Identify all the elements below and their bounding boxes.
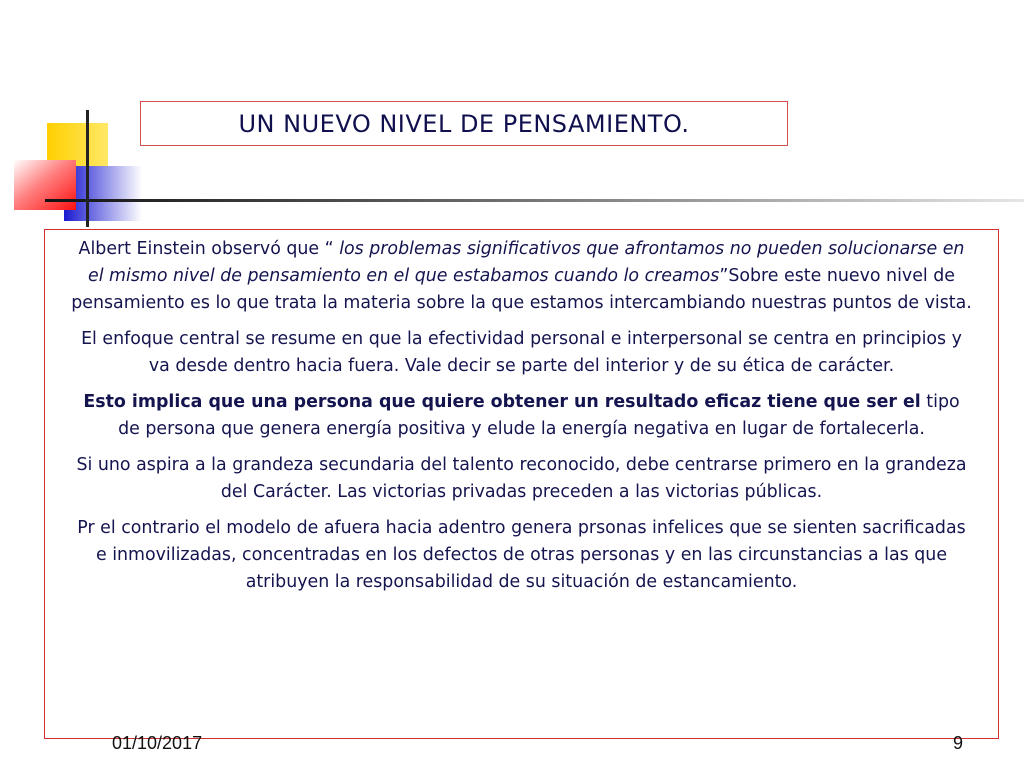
title-box — [140, 101, 788, 146]
paragraph-afuera: Pr el contrario el modelo de afuera hacia adentro genera prsonas infelices que se sienten sacrificadas e inmovilizadas, concentradas en los defectos de otras personas y en las circunstancias a las que atribuyen la responsabilidad de su situación de estancamiento. — [77, 518, 966, 592]
footer-date: 01/10/2017 — [112, 733, 203, 753]
vertical-rule — [86, 110, 89, 227]
content-box — [44, 229, 999, 739]
horizontal-rule — [45, 199, 1024, 202]
red-square — [14, 160, 76, 210]
p3-rest: tipo de persona que genera energía positiva y elude la energía negativa en lugar de fortalecerla. — [118, 392, 960, 439]
page-number: 9 — [953, 733, 964, 753]
paragraph-grandeza: Si uno aspira a la grandeza secundaria del talento reconocido, debe centrarse primero en la grandeza del Carácter. Las victorias privadas preceden a las victorias públicas. — [76, 455, 967, 502]
p3-bold: Esto implica que una persona que quiere obtener un resultado eficaz tiene que ser el — [83, 392, 921, 412]
paragraph-einstein — [71, 236, 972, 317]
p1-rest: ”Sobre este nuevo nivel de pensamiento es lo que trata la materia sobre la que estamos intercambiando nuestras puntos de vista. — [71, 266, 972, 313]
p1-quote: los problemas significativos que afrontamos no pueden solucionarse en el mismo nivel de pensamiento en el que estabamos cuando lo creamos — [88, 239, 965, 286]
p1-intro: Albert Einstein observó que “ — [78, 239, 340, 259]
slide-title: UN NUEVO NIVEL DE PENSAMIENTO. — [238, 109, 690, 138]
paragraph-implica — [71, 389, 972, 443]
paragraph-enfoque: El enfoque central se resume en que la efectividad personal e interpersonal se centra en principios y va desde dentro hacia fuera. Vale decir se parte del interior y de su ética de carácter. — [81, 329, 962, 376]
